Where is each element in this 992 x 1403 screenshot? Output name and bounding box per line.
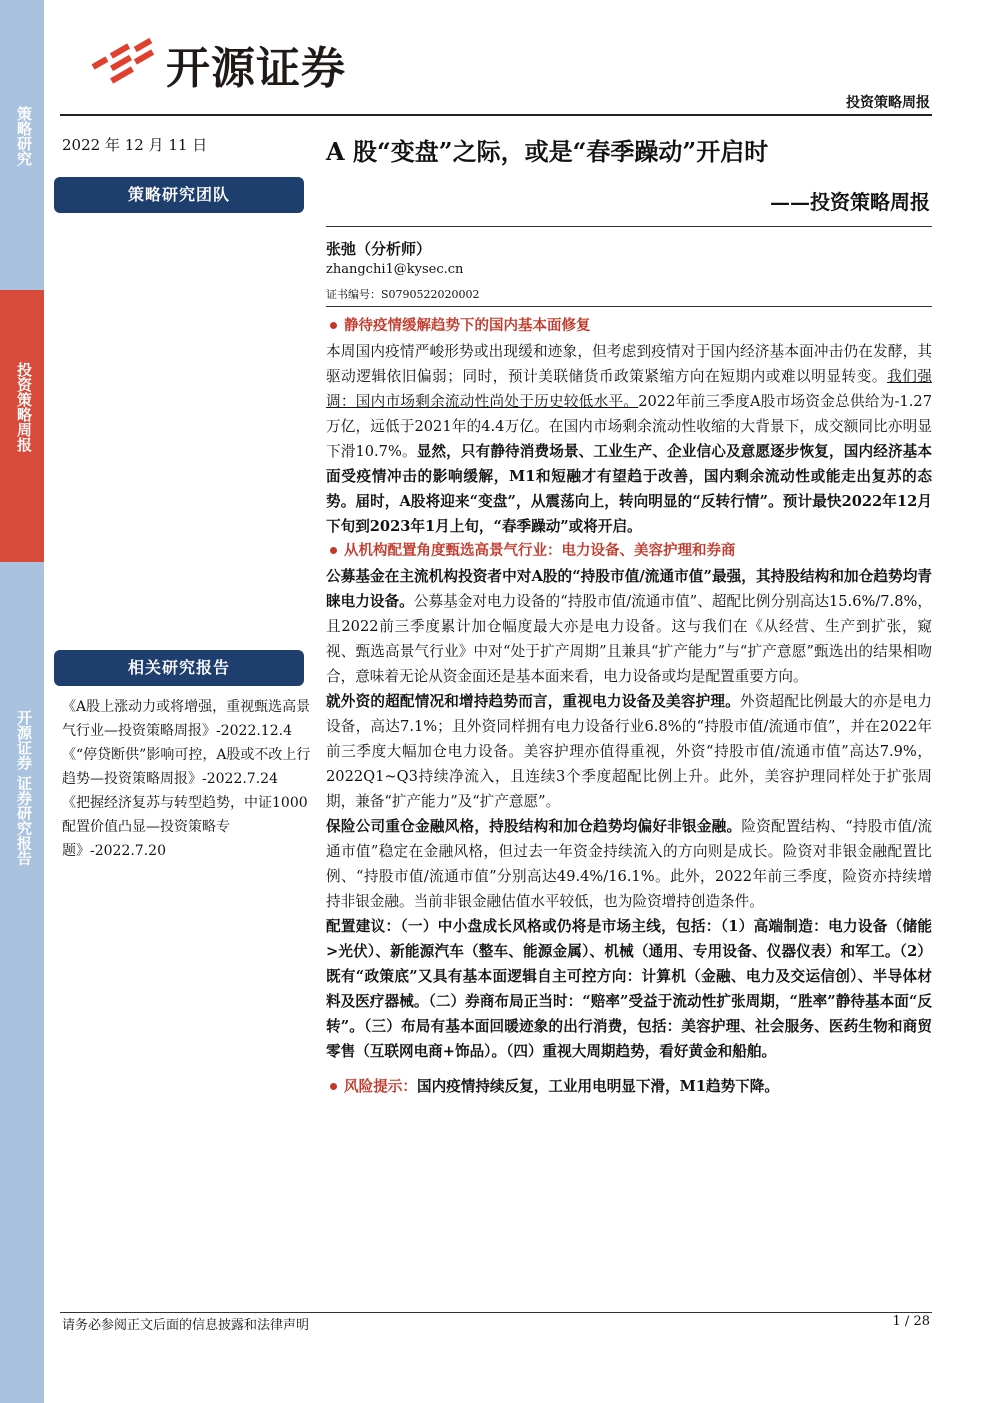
bullet-icon [330,322,337,329]
report-type-label: 投资策略周报 [846,95,930,111]
section-2-paragraph-2: 就外资的超配情况和增持趋势而言，重视电力设备及美容护理。外资超配比例最大的亦是电力设备，高达7.1%；且外资同样拥有电力设备行业6.8%的“持股市值/流通市值”，并在2022年前三季度大幅加仓电力设备。美容护理亦值得重视，外资“持股市值/流通市值”高达7.9%，2022Q1~Q3持续净流入，且连续3个季度超配比例上升。此外，美容护理同样处于扩张周期，兼备“扩产能力”及“扩产意愿”。 [326,693,932,810]
sidebar-label-top: 策略研究 [15,106,33,166]
logo-mark-icon [88,34,160,86]
bullet-icon [330,1083,337,1090]
sidebar-label-bottom: 开源证券 证券研究报告 [15,710,33,866]
side-bar [0,0,44,1403]
logo-text: 开源证券 [166,43,346,94]
report-summary [326,314,932,1099]
sidebar-label-mid: 投资策略周报 [15,362,33,452]
report-title: A 股“变盘”之际，或是“春季躁动”开启时 [326,137,769,166]
report-subtitle: ——投资策略周报 [770,190,930,214]
risk-warning: 风险提示：国内疫情持续反复，工业用电明显下滑，M1趋势下降。 [326,1074,932,1099]
section-heading-2: 从机构配置角度甄选高景气行业：电力设备、美容护理和券商 [326,539,932,564]
author-name: 张弛（分析师） [326,240,432,258]
footer-disclaimer: 请务必参阅正文后面的信息披露和法律声明 [62,1318,310,1333]
report-date: 2022 年 12 月 11 日 [62,136,208,154]
section-2-paragraph-1: 公募基金在主流机构投资者中对A股的“持股市值/流通市值”最强，其持股结构和加仓趋势均青睐电力设备。公募基金对电力设备的“持股市值/流通市值”、超配比例分别高达15.6%/7.8%，且2022前三季度累计加仓幅度最大亦是电力设备。这与我们在《从经营、生产到扩张，窥视、甄选高景气行业》中对“处于扩产周期”且兼具“扩产能力”与“扩产意愿”甄选出的结果相吻合，意味着无论从资金面还是基本面来看，电力设备或均是配置重要方向。 [326,568,932,685]
author-email[interactable]: zhangchi1@kysec.cn [326,262,464,277]
team-heading: 策略研究团队 [54,177,304,213]
section-2-recommendation: 配置建议：（一）中小盘成长风格或仍将是市场主线，包括：（1）高端制造：电力设备（储能>光伏）、新能源汽车（整车、能源金属）、机械（通用、专用设备、仪器仪表）和军工。（2）既有“政策底”又具有基本面逻辑自主可控方向：计算机（金融、电力及交运信创）、半导体材料及医疗器械。（二）券商布局正当时：“赔率”受益于流动性扩张周期，“胜率”静待基本面“反转”。（三）布局有基本面回暖迹象的出行消费，包括：美容护理、社会服务、医药生物和商贸零售（互联网电商+饰品）。（四）重视大周期趋势，看好黄金和船舶。 [326,918,932,1060]
author-cert-number: 证书编号：S0790522020002 [326,288,480,301]
section-heading-1: 静待疫情缓解趋势下的国内基本面修复 [326,314,932,339]
company-logo [88,28,388,94]
related-report-item[interactable]: 《A股上涨动力或将增强，重视甄选高景气行业—投资策略周报》-2022.12.4 [62,699,311,739]
page-number: 1 / 28 [892,1314,930,1329]
related-reports-list [62,695,314,863]
author-divider [326,306,932,307]
related-report-item[interactable]: 《把握经济复苏与转型趋势，中证1000配置价值凸显—投资策略专题》-2022.7.20 [62,795,308,859]
section-2-paragraph-3: 保险公司重仓金融风格，持股结构和加仓趋势均偏好非银金融。险资配置结构、“持股市值/流通市值”稳定在金融风格，但过去一年资金持续流入的方向则是成长。险资对非银金融配置比例、“持股市值/流通市值”分别高达49.4%/16.1%。此外，2022年前三季度，险资亦持续增持非银金融。当前非银金融估值水平较低，也为险资增持创造条件。 [326,818,932,910]
bullet-icon [330,547,337,554]
related-report-item[interactable]: 《“停贷断供”影响可控，A股或不改上行趋势—投资策略周报》-2022.7.24 [62,747,311,787]
section-1-paragraph: 本周国内疫情严峻形势或出现缓和迹象，但考虑到疫情对于国内经济基本面冲击仍在发酵，其驱动逻辑依旧偏弱；同时，预计美联储货币政策紧缩方向在短期内或难以明显转变。我们强调：国内市场剩余流动性尚处于历史较低水平。2022年前三季度A股市场资金总供给为-1.27万亿，远低于2021年的4.4万亿。在国内市场剩余流动性收缩的大背景下，成交额同比亦明显下滑10.7%。显然，只有静待消费场景、工业生产、企业信心及意愿逐步恢复，国内经济基本面受疫情冲击的影响缓解，M1和短融才有望趋于改善，国内剩余流动性或能走出复苏的态势。届时，A股将迎来“变盘”，从震荡向上，转向明显的“反转行情”。预计最快2022年12月下旬到2023年1月上旬，“春季躁动”或将开启。 [326,343,932,535]
related-reports-heading: 相关研究报告 [54,650,304,686]
title-divider [326,226,932,227]
sidebar-segment-bottom [0,562,44,1403]
header-divider [60,114,932,116]
footer-divider [60,1312,932,1313]
